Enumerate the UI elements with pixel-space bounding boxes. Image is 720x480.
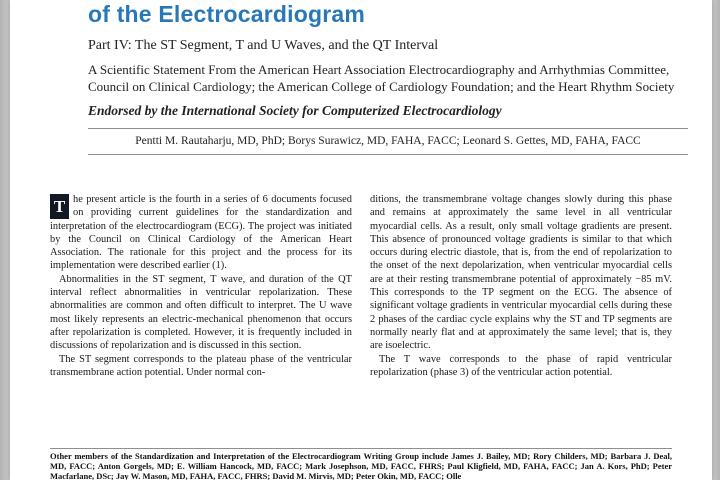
left-column <box>50 193 352 379</box>
paper-page <box>10 0 712 480</box>
endorsement-text: Endorsed by the International Society for Computerized Electrocardiology <box>88 103 502 118</box>
article-title: of the Electrocardiogram <box>88 1 366 27</box>
paragraph-4: ditions, the transmembrane voltage changes slowly during this phase and remains at approximately the same level in all ventricular myocardial cells. As a result, only small voltage gradients are present. This absence of pronounced voltage gradients is similar to that which occurs during electric diastole, that is, from the end of repolarization to the onset of the next depolarization, when ventricular myocardial cells are at their resting transmembrane potential of approximately −85 mV. This corresponds to the TP segment on the ECG. The absence of significant voltage gradients in ventricular myocardial cells during these 2 phases of the cardiac cycle explains why the ST and TP segments are normally nearly flat and at approximately the same level; that is, they are isoelectric. <box>370 194 672 352</box>
article-header <box>88 0 688 155</box>
paragraph-1 <box>50 193 352 273</box>
page-edge-right <box>712 0 720 480</box>
paragraph-1-text: he present article is the fourth in a series of 6 documents focused on providing current guidelines for the standardization and interpretation of the electrocardiogram (ECG). The project was initiated by the Council on Clinical Cardiology of the American Heart Association. The rationale for this project and the process for its implementation were described earlier (1). <box>50 194 352 272</box>
writing-group-footnote: Other members of the Standardization and Interpretation of the Electrocardiogram Writing Group include James J. Bailey, MD; Rory Childers, MD; Barbara J. Deal, MD, FACC; Anton Gorgels, MD; E. William Hancock, MD, FACC; Mark Josephson, MD, FACC, FHRS; Paul Kligfield, MD, FAHA, FACC; Jan A. Kors, PhD; Peter Macfarlane, DSc; Jay W. Mason, MD, FAHA, FACC, FHRS; David M. Mirvis, MD; Peter Okin, MD, FACC; Olle <box>50 448 672 480</box>
paragraph-3: The ST segment corresponds to the plateau phase of the ventricular transmembrane action potential. Under normal con- <box>50 353 352 378</box>
article-body <box>50 193 672 379</box>
paragraph-5: The T wave corresponds to the phase of rapid ventricular repolarization (phase 3) of the ventricular action potential. <box>370 353 672 378</box>
article-subtitle: Part IV: The ST Segment, T and U Waves, and the QT Interval <box>88 38 439 53</box>
right-column <box>370 193 672 379</box>
dropcap: T <box>50 194 69 219</box>
page-edge-left <box>0 0 10 480</box>
authors-line: Pentti M. Rautaharju, MD, PhD; Borys Surawicz, MD, FAHA, FACC; Leonard S. Gettes, MD, FAHA, FACC <box>88 128 688 155</box>
statement-text: A Scientific Statement From the American Heart Association Electrocardiography and Arrhythmias Committee, Council on Clinical Cardiology; the American College of Cardiology Foundation; and the Heart Rhythm Society <box>88 62 675 94</box>
paragraph-2: Abnormalities in the ST segment, T wave, and duration of the QT interval reflect abnormalities in ventricular repolarization. These abnormalities are common and often difficult to interpret. The U wave most likely represents an electric-mechanical phenomenon that occurs after repolarization is completed. However, it is frequently included in discussions of repolarization and is discussed in this section. <box>50 273 352 352</box>
